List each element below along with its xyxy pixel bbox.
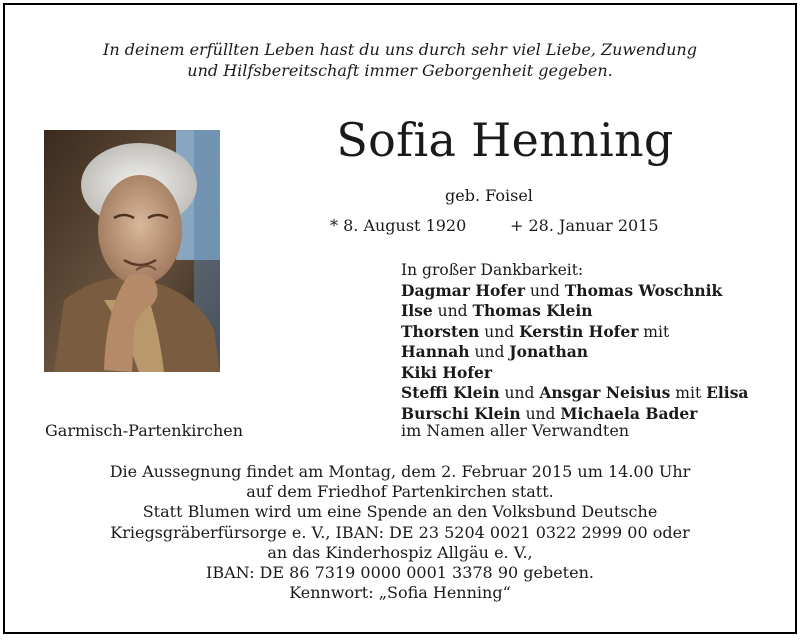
notice-line: Kriegsgräberfürsorge e. V., IBAN: DE 23 5204 0021 0322 2999 00 oder (110, 522, 690, 542)
mourner-name: Kerstin Hofer (519, 321, 639, 341)
mourner-connector: und (499, 384, 540, 402)
mourner-name: Steffi Klein (401, 383, 500, 402)
mourner-line (401, 342, 748, 363)
funeral-notice (5, 462, 795, 603)
notice-line: Die Aussegnung findet am Montag, dem 2. Februar 2015 um 14.00 Uhr (109, 462, 691, 481)
obituary-notice (3, 3, 797, 634)
memorial-quote (5, 39, 795, 81)
mourner-connector: mit (670, 384, 707, 402)
mourner-line (401, 363, 748, 384)
mourner-connector: und (525, 281, 565, 300)
mourners-intro: In großer Dankbarkeit: (401, 261, 584, 279)
quote-line: und Hilfsbereitschaft immer Geborgenheit gegeben. (187, 61, 613, 80)
portrait-photo (44, 130, 220, 372)
mourners-list (401, 260, 748, 424)
mourner-name: Kiki Hofer (401, 362, 493, 382)
mourner-name: Hannah (401, 342, 470, 361)
mourner-line (401, 383, 748, 404)
mourner-name: Dagmar Hofer (401, 280, 526, 300)
deceased-name: Sofia Henning (336, 113, 674, 167)
notice-line: Kennwort: „Sofia Henning“ (289, 583, 511, 603)
mourner-name: Thorsten (401, 321, 480, 341)
mourner-name: Jonathan (509, 342, 589, 361)
mourner-name: Michaela Bader (560, 403, 698, 423)
quote-line: In deinem erfüllten Leben hast du uns durch sehr viel Liebe, Zuwendung (103, 40, 697, 59)
family-closing: im Namen aller Verwandten (401, 421, 630, 440)
mourner-connector: mit (638, 322, 670, 341)
notice-line: IBAN: DE 86 7319 0000 0001 3378 90 gebeten. (206, 563, 594, 583)
maiden-name: geb. Foisel (445, 186, 533, 205)
mourner-line (401, 322, 748, 343)
mourner-line (401, 301, 748, 322)
mourner-connector: und (479, 322, 520, 341)
place-name: Garmisch-Partenkirchen (45, 421, 244, 440)
notice-line: Statt Blumen wird um eine Spende an den Volksbund Deutsche (142, 502, 658, 522)
notice-line: an das Kinderhospiz Allgäu e. V., (267, 542, 533, 562)
mourner-connector: und (432, 302, 473, 320)
mourner-name: Elisa (706, 383, 749, 402)
notice-line: auf dem Friedhof Partenkirchen statt. (246, 482, 554, 502)
mourner-line (401, 281, 748, 302)
mourner-name: Thomas Klein (472, 301, 593, 320)
mourner-connector: und (469, 343, 510, 361)
birth-date: * 8. August 1920 (330, 216, 467, 235)
mourner-name: Burschi Klein (401, 403, 521, 423)
mourner-connector: und (520, 404, 561, 423)
mourner-lines (401, 281, 748, 425)
mourner-name: Ilse (401, 301, 433, 320)
death-date: + 28. Januar 2015 (510, 216, 659, 235)
mourner-name: Ansgar Neisius (539, 383, 671, 402)
mourner-name: Thomas Woschnik (564, 280, 723, 300)
